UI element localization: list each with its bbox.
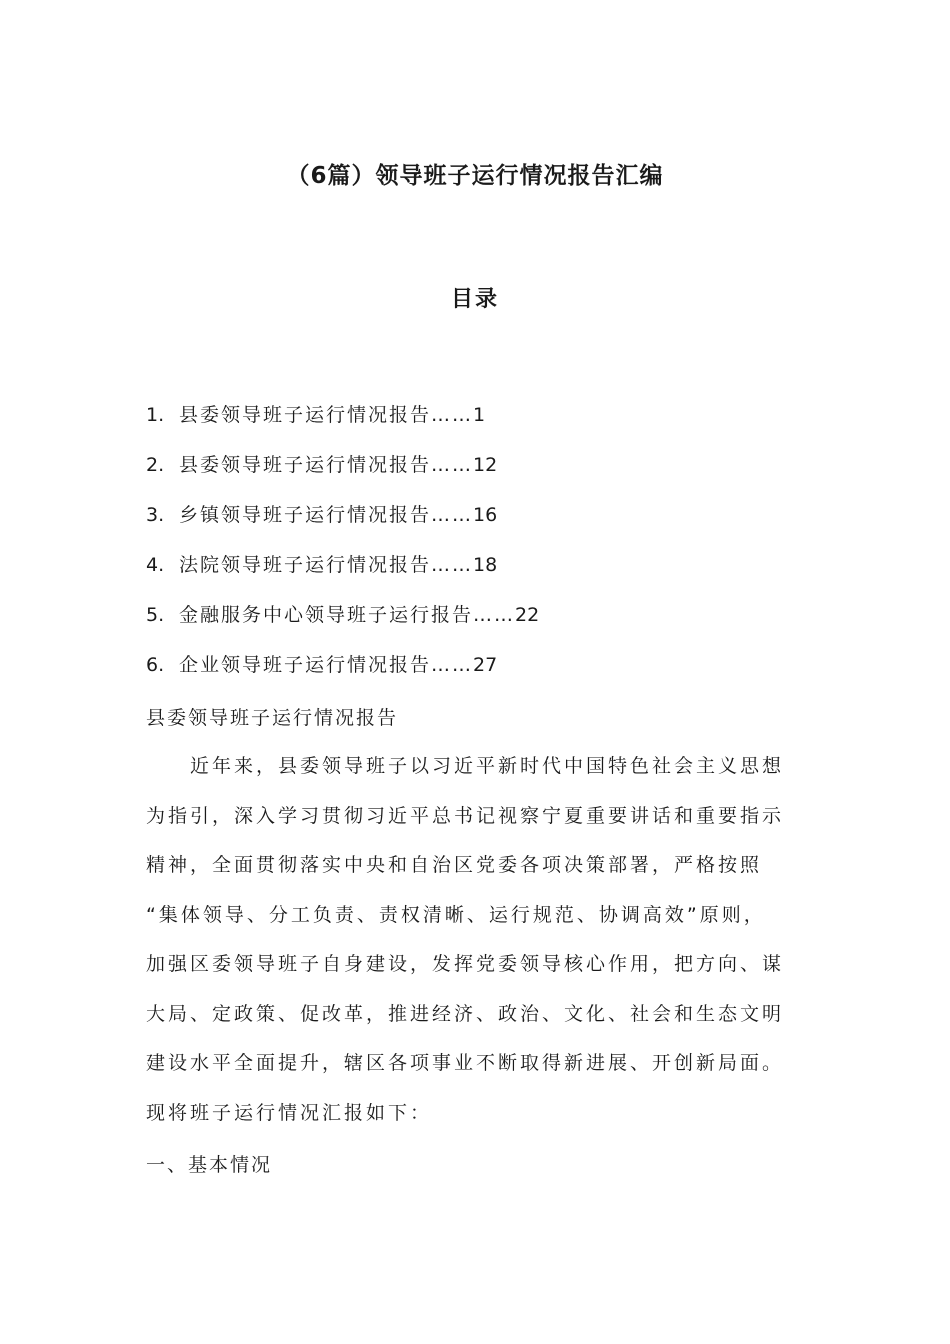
toc-item-page: 1 bbox=[473, 404, 486, 426]
toc-item-number: 1. bbox=[146, 404, 165, 426]
body-line: 为指引，深入学习贯彻习近平总书记视察宁夏重要讲话和重要指示 bbox=[146, 804, 785, 827]
toc-item-text: 企业领导班子运行情况报告…… bbox=[179, 654, 474, 676]
toc-item-number: 5. bbox=[146, 604, 165, 626]
toc-item-page: 27 bbox=[473, 654, 498, 676]
toc-item-page: 18 bbox=[473, 554, 498, 576]
toc-item-page: 16 bbox=[473, 504, 498, 526]
toc-item-number: 2. bbox=[146, 454, 165, 476]
toc-item-1 bbox=[146, 395, 846, 445]
toc-item-text: 乡镇领导班子运行情况报告…… bbox=[179, 504, 474, 526]
subsection-title: 一、基本情况 bbox=[146, 1154, 273, 1176]
toc-item-text: 县委领导班子运行情况报告…… bbox=[179, 404, 474, 426]
body-line: 现将班子运行情况汇报如下： bbox=[146, 1101, 433, 1124]
section-title: 县委领导班子运行情况报告 bbox=[146, 707, 399, 729]
toc-item-5 bbox=[146, 595, 846, 645]
toc-item-3 bbox=[146, 495, 846, 545]
table-of-contents bbox=[146, 395, 846, 695]
toc-heading: 目录 bbox=[450, 287, 499, 312]
body-line: 建设水平全面提升，辖区各项事业不断取得新进展、开创新局面。 bbox=[146, 1052, 785, 1074]
body-line: 加强区委领导班子自身建设，发挥党委领导核心作用，把方向、谋 bbox=[146, 953, 785, 975]
document-title: （6篇）领导班子运行情况报告汇编 bbox=[286, 163, 664, 189]
toc-item-text: 法院领导班子运行情况报告…… bbox=[179, 554, 474, 576]
body-line: 大局、定政策、促改革，推进经济、政治、文化、社会和生态文明 bbox=[146, 1002, 785, 1025]
toc-item-4 bbox=[146, 545, 846, 595]
body-line: 精神，全面贯彻落实中央和自治区党委各项决策部署，严格按照 bbox=[146, 854, 763, 876]
toc-item-6 bbox=[146, 645, 846, 695]
toc-item-text: 金融服务中心领导班子运行报告…… bbox=[179, 604, 516, 626]
toc-item-number: 6. bbox=[146, 654, 165, 676]
toc-item-2 bbox=[146, 445, 846, 495]
body-line: 近年来，县委领导班子以习近平新时代中国特色社会主义思想 bbox=[190, 755, 785, 777]
toc-item-number: 4. bbox=[146, 554, 165, 576]
body-line: “集体领导、分工负责、责权清晰、运行规范、协调高效”原则， bbox=[146, 903, 766, 926]
toc-item-page: 12 bbox=[473, 454, 498, 476]
toc-item-page: 22 bbox=[515, 604, 540, 626]
toc-item-number: 3. bbox=[146, 504, 165, 526]
body-paragraph bbox=[146, 746, 816, 1142]
toc-item-text: 县委领导班子运行情况报告…… bbox=[179, 454, 474, 476]
